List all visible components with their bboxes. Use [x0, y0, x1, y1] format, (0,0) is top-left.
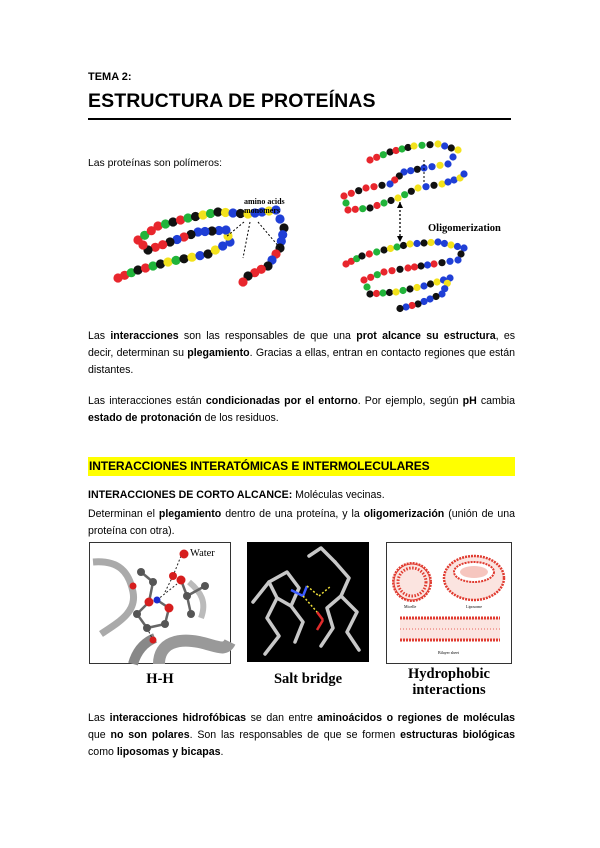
liposome [444, 556, 504, 600]
amino-acid-bead [342, 199, 349, 206]
amino-acid-bead [454, 256, 461, 263]
amino-acid-bead [238, 277, 247, 286]
amino-acid-bead [187, 253, 196, 262]
amino-acid-bead [430, 260, 437, 267]
amino-acid-bead [370, 183, 377, 190]
amino-acid-bead [380, 268, 387, 275]
amino-acid-bead [387, 197, 394, 204]
amino-acid-bead [418, 142, 425, 149]
amino-acid-bead [408, 188, 415, 195]
amino-acid-bead [446, 258, 453, 265]
liposome-label: Liposome [466, 604, 482, 609]
amino-acid-bead [394, 194, 401, 201]
amino-acid-bead [387, 245, 394, 252]
amino-acid-bead [374, 271, 381, 278]
amino-acid-bead [422, 183, 429, 190]
salt-bridge-figure [247, 542, 369, 662]
amino-acid-bead [378, 182, 385, 189]
amino-acid-bead [195, 251, 204, 260]
amino-acid-bead [447, 241, 454, 248]
hydrophobic-figure [386, 542, 512, 664]
amino-acid-bead [380, 199, 387, 206]
amino-acid-bead [355, 187, 362, 194]
amino-acid-bead [366, 156, 373, 163]
amino-acid-bead [400, 242, 407, 249]
amino-acid-bead [407, 167, 414, 174]
amino-acid-bead [426, 141, 433, 148]
amino-acid-bead [363, 283, 370, 290]
paragraph-hydrophobic: Las interacciones hidrofóbicas se dan entre aminoácidos o regiones de moléculas que no son polares. Son las responsables de que se formen estructuras biológicas como liposomas y bicapas. [88, 712, 516, 758]
amino-acid-bead [358, 252, 365, 259]
amino-acid-bead [179, 254, 188, 263]
amino-acid-bead [399, 287, 406, 294]
amino-acid-bead [366, 204, 373, 211]
amino-acid-bead [434, 140, 441, 147]
amino-acid-bead [427, 239, 434, 246]
amino-acid-bead [448, 144, 455, 151]
salt-bridge-caption: Salt bridge [273, 671, 343, 687]
polymer-figure [108, 138, 501, 320]
amino-acid-bead [436, 162, 443, 169]
amino-acid-bead [359, 205, 366, 212]
amino-acid-bead [398, 145, 405, 152]
amino-acid-bead [413, 284, 420, 291]
amino-acid-bead [413, 240, 420, 247]
amino-acid-bead [449, 153, 456, 160]
amino-acid-chain-left [113, 205, 288, 286]
amino-acid-bead [406, 240, 413, 247]
amino-acid-bead [454, 243, 461, 250]
paragraph-interactions: Las interacciones son las responsables de que una prot alcance su estructura, es decir, determinan su plegamiento. Gracias a ellas, entran en contacto regiones que están distantes. [88, 330, 516, 376]
amino-acid-bead [434, 238, 441, 245]
hydrogen-bond-figure [89, 542, 231, 664]
amino-acid-bead [380, 246, 387, 253]
amino-acid-bead [420, 282, 427, 289]
amino-acid-bead [392, 147, 399, 154]
amino-acid-bead [430, 182, 437, 189]
water-label: Water [190, 548, 215, 559]
amino-acid-bead [438, 259, 445, 266]
amino-acid-bead [388, 267, 395, 274]
title-underline [88, 118, 511, 120]
amino-acid-bead [367, 274, 374, 281]
amino-acid-bead [275, 214, 284, 223]
amino-acid-bead [373, 248, 380, 255]
amino-acid-bead [402, 303, 409, 310]
page-title: ESTRUCTURA DE PROTEÍNAS [88, 90, 376, 112]
amino-acids-label: amino acids [244, 197, 285, 206]
amino-acid-bead [344, 206, 351, 213]
hydrophobic-caption: Hydrophobic interactions [408, 666, 490, 698]
amino-acid-bead [404, 144, 411, 151]
amino-acid-bead [373, 290, 380, 297]
amino-acid-bead [454, 146, 461, 153]
amino-acid-bead [411, 263, 418, 270]
micelle-label: Micelle [404, 604, 417, 609]
amino-acid-bead [427, 280, 434, 287]
amino-acid-bead [348, 190, 355, 197]
amino-acid-bead [441, 240, 448, 247]
hh-caption: H-H [146, 671, 174, 687]
amino-acid-bead [386, 180, 393, 187]
amino-acid-bead [408, 302, 415, 309]
amino-acid-bead [396, 305, 403, 312]
amino-acid-bead [414, 184, 421, 191]
short-range-heading: INTERACCIONES DE CORTO ALCANCE: Moléculas vecinas. [88, 489, 385, 501]
amino-acid-bead [410, 142, 417, 149]
amino-acid-bead [401, 191, 408, 198]
section-title: INTERACCIONES INTERATÓMICAS E INTERMOLECULARES [89, 459, 430, 473]
amino-acid-bead [441, 142, 448, 149]
arrow-up-icon [397, 202, 403, 208]
amino-acid-bead [404, 264, 411, 271]
amino-acid-bead [417, 262, 424, 269]
paragraph-folding: Determinan el plegamiento dentro de una proteína, y la oligomerización (unión de una proteína con otra). [88, 508, 515, 537]
amino-acid-bead [444, 160, 451, 167]
oligomerization-label: Oligomerization [428, 223, 501, 234]
amino-acid-bead [379, 289, 386, 296]
amino-acid-bead [360, 276, 367, 283]
amino-acid-bead [373, 154, 380, 161]
amino-acid-bead [396, 266, 403, 273]
arrow-down-icon [397, 236, 403, 242]
polymers-text: Las proteínas son polímeros: [88, 158, 222, 169]
amino-acid-bead [392, 288, 399, 295]
amino-acid-bead [393, 243, 400, 250]
amino-acid-bead [171, 256, 180, 265]
section-heading [88, 457, 515, 476]
amino-acid-bead [460, 170, 467, 177]
monomers-label: monomers [244, 206, 280, 215]
amino-acid-bead [414, 300, 421, 307]
amino-acid-bead [428, 163, 435, 170]
amino-acid-bead [420, 239, 427, 246]
amino-acid-bead [386, 148, 393, 155]
paragraph-environment: Las interacciones están condicionadas por el entorno. Por ejemplo, según pH cambia estado de protonación de los residuos. [88, 395, 516, 424]
amino-acid-bead [433, 278, 440, 285]
amino-acid-bead [414, 166, 421, 173]
amino-acid-bead [163, 257, 172, 266]
amino-acid-bead [380, 151, 387, 158]
amino-acid-bead [340, 192, 347, 199]
amino-acid-bead [406, 285, 413, 292]
topic-label: TEMA 2: [88, 71, 132, 83]
amino-acid-bead [362, 184, 369, 191]
bilayer-sheet [400, 618, 500, 640]
amino-acid-bead [373, 202, 380, 209]
amino-acid-bead [366, 290, 373, 297]
bilayer-label: Bilayer sheet [438, 650, 459, 655]
amino-acid-bead [386, 289, 393, 296]
amino-acid-bead [424, 261, 431, 268]
amino-acid-bead [366, 250, 373, 257]
amino-acid-bead [352, 206, 359, 213]
